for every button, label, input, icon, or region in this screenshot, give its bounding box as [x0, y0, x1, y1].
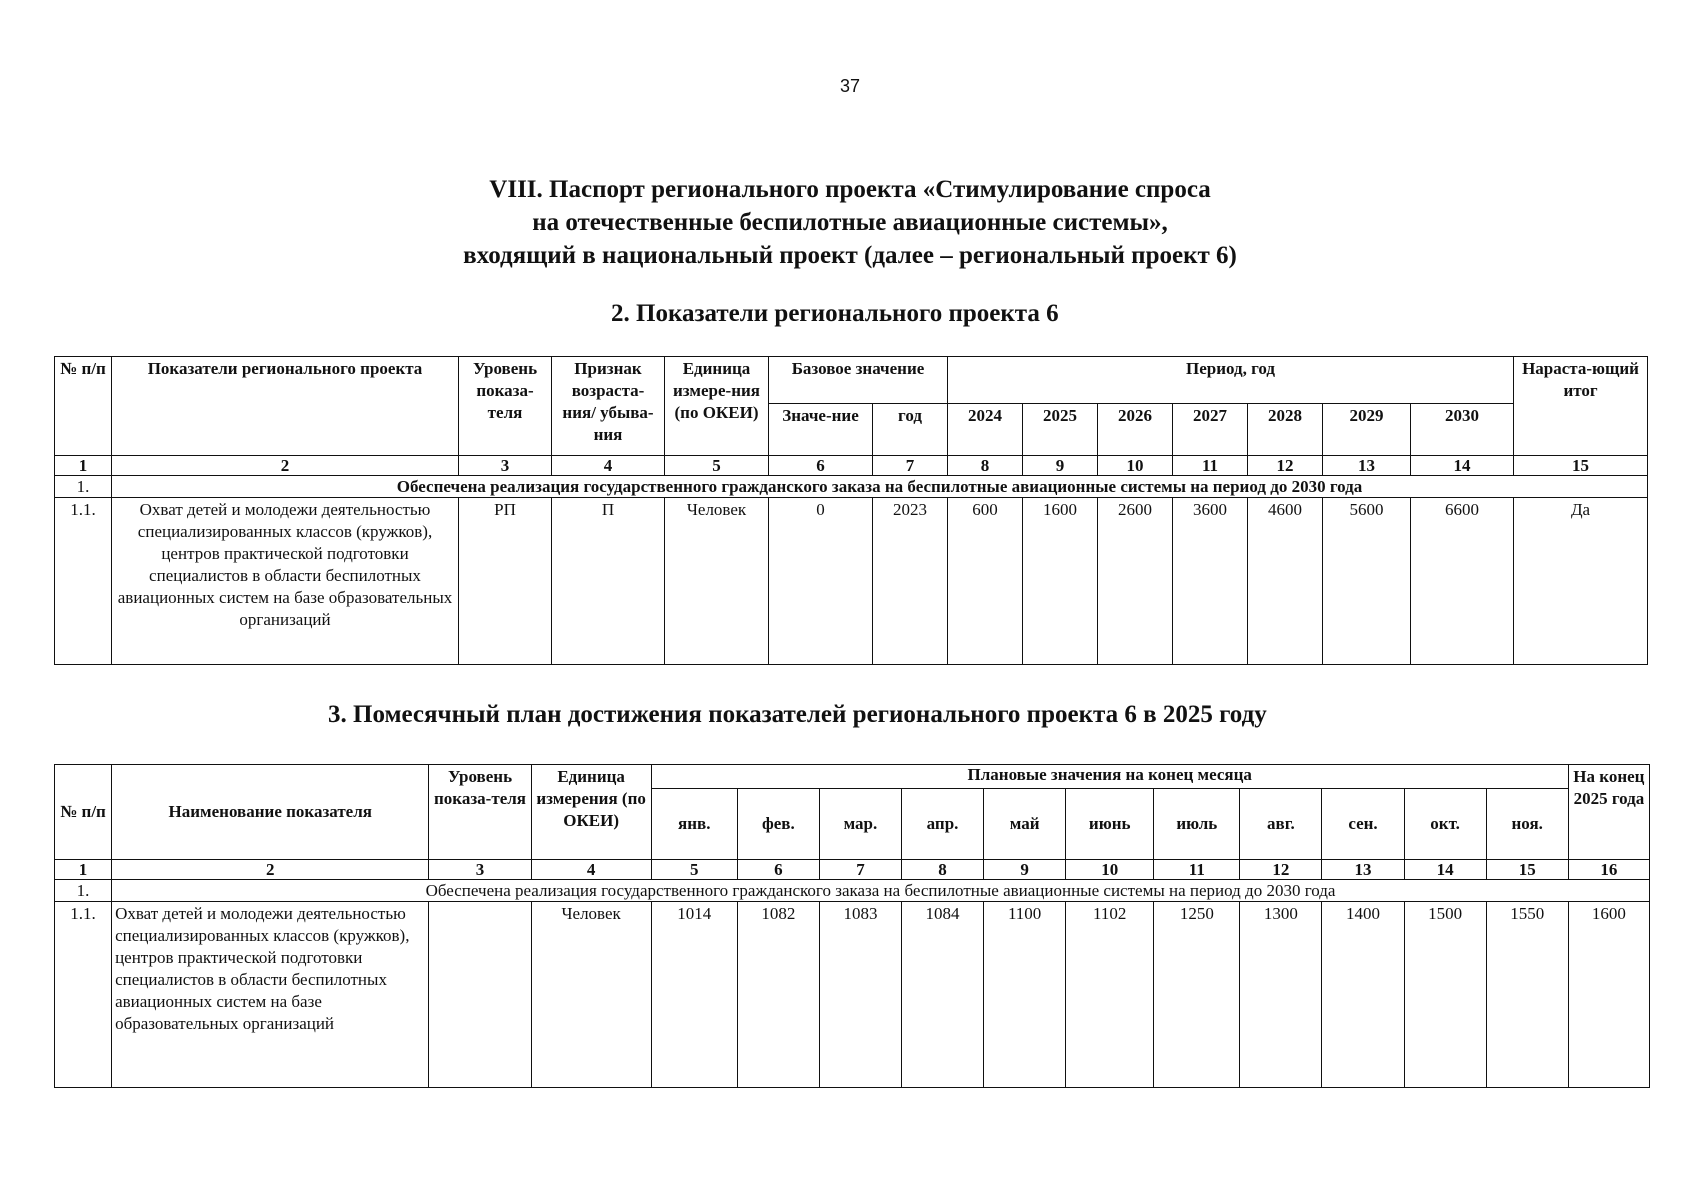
column-number: 11 — [1154, 860, 1240, 880]
column-number: 15 — [1486, 860, 1568, 880]
column-number: 2 — [112, 860, 429, 880]
column-number: 8 — [948, 456, 1023, 476]
row-cumulative: Да — [1514, 498, 1648, 665]
header-base-value: Значе-ние — [769, 404, 873, 456]
row-year-value: 5600 — [1323, 498, 1411, 665]
header-unit: Единица измере-ния (по ОКЕИ) — [665, 357, 769, 456]
column-number: 6 — [737, 860, 819, 880]
header-year: 2025 — [1023, 404, 1098, 456]
header-month: мар. — [819, 789, 901, 860]
row-year-value: 2600 — [1098, 498, 1173, 665]
title-line-3: входящий в национальный проект (далее – региональный проект 6) — [463, 242, 1237, 269]
column-number: 10 — [1066, 860, 1154, 880]
row-month-value: 1102 — [1066, 902, 1154, 1088]
row-level — [429, 902, 531, 1088]
header-month: апр. — [901, 789, 983, 860]
row-month-value: 1082 — [737, 902, 819, 1088]
row-year-value: 4600 — [1248, 498, 1323, 665]
header-year: 2024 — [948, 404, 1023, 456]
page-number: 37 — [839, 76, 861, 96]
column-number: 9 — [984, 860, 1066, 880]
row-month-value: 1500 — [1404, 902, 1486, 1088]
column-number: 4 — [531, 860, 651, 880]
row-year-value: 3600 — [1173, 498, 1248, 665]
header-month: июнь — [1066, 789, 1154, 860]
header-end: На конец 2025 года — [1568, 765, 1649, 860]
row-end-value: 1600 — [1568, 902, 1649, 1088]
header-period: Период, год — [948, 357, 1514, 404]
row-month-value: 1250 — [1154, 902, 1240, 1088]
header-year: 2029 — [1323, 404, 1411, 456]
header-name: Наименование показателя — [112, 765, 429, 860]
row-month-value: 1300 — [1240, 902, 1322, 1088]
column-number: 8 — [901, 860, 983, 880]
header-cumulative: Нараста-ющий итог — [1514, 357, 1648, 456]
header-level: Уровень показа-теля — [459, 357, 552, 456]
column-number: 5 — [665, 456, 769, 476]
row-month-value: 1014 — [651, 902, 737, 1088]
section-row-num: 1. — [55, 880, 112, 902]
column-number: 2 — [112, 456, 459, 476]
column-number: 10 — [1098, 456, 1173, 476]
column-number: 16 — [1568, 860, 1649, 880]
column-number: 14 — [1411, 456, 1514, 476]
header-sign: Признак возраста-ния/ убыва-ния — [552, 357, 665, 456]
column-number: 15 — [1514, 456, 1648, 476]
monthly-plan-table — [54, 764, 1650, 1088]
column-number: 12 — [1248, 456, 1323, 476]
table-row — [55, 498, 1648, 665]
header-month: янв. — [651, 789, 737, 860]
header-year: 2026 — [1098, 404, 1173, 456]
row-base-year: 2023 — [873, 498, 948, 665]
column-numbers-row — [55, 456, 1648, 476]
column-number: 13 — [1322, 860, 1404, 880]
column-number: 7 — [873, 456, 948, 476]
header-num: № п/п — [55, 765, 112, 860]
section-row-text: Обеспечена реализация государственного гражданского заказа на беспилотные авиационные системы на период до 2030 года — [112, 880, 1650, 902]
column-number: 13 — [1323, 456, 1411, 476]
row-indicator-name: Охват детей и молодежи деятельностью специализированных классов (кружков), центров практической подготовки специалистов в области беспилотных авиационных систем на базе образовательных организаций — [112, 498, 459, 665]
row-month-value: 1100 — [984, 902, 1066, 1088]
row-year-value: 1600 — [1023, 498, 1098, 665]
header-base: Базовое значение — [769, 357, 948, 404]
row-month-value: 1400 — [1322, 902, 1404, 1088]
row-base-value: 0 — [769, 498, 873, 665]
header-month: фев. — [737, 789, 819, 860]
header-month: сен. — [1322, 789, 1404, 860]
row-indicator-name: Охват детей и молодежи деятельностью специализированных классов (кружков), центров практической подготовки специалистов в области беспилотных авиационных систем на базе образовательных организаций — [112, 902, 429, 1088]
header-month: авг. — [1240, 789, 1322, 860]
column-number: 4 — [552, 456, 665, 476]
row-unit: Человек — [531, 902, 651, 1088]
header-month: ноя. — [1486, 789, 1568, 860]
section-row — [55, 476, 1648, 498]
row-month-value: 1550 — [1486, 902, 1568, 1088]
column-number: 1 — [55, 860, 112, 880]
row-year-value: 600 — [948, 498, 1023, 665]
header-indicator: Показатели регионального проекта — [112, 357, 459, 456]
column-number: 3 — [459, 456, 552, 476]
column-number: 11 — [1173, 456, 1248, 476]
row-unit: Человек — [665, 498, 769, 665]
row-sign: П — [552, 498, 665, 665]
row-num: 1.1. — [55, 498, 112, 665]
section-row — [55, 880, 1650, 902]
header-month: июль — [1154, 789, 1240, 860]
table-row — [55, 902, 1650, 1088]
column-number: 12 — [1240, 860, 1322, 880]
row-month-value: 1084 — [901, 902, 983, 1088]
header-month: май — [984, 789, 1066, 860]
section-3-title: 3. Помесячный план достижения показателей регионального проекта 6 в 2025 году — [328, 701, 1267, 728]
title-line-1: VIII. Паспорт регионального проекта «Стимулирование спроса — [489, 176, 1211, 203]
header-year: 2030 — [1411, 404, 1514, 456]
column-number: 14 — [1404, 860, 1486, 880]
column-number: 6 — [769, 456, 873, 476]
row-level: РП — [459, 498, 552, 665]
title-line-2: на отечественные беспилотные авиационные системы», — [532, 209, 1168, 236]
column-number: 1 — [55, 456, 112, 476]
header-year: 2028 — [1248, 404, 1323, 456]
row-num: 1.1. — [55, 902, 112, 1088]
column-number: 3 — [429, 860, 531, 880]
row-month-value: 1083 — [819, 902, 901, 1088]
column-number: 7 — [819, 860, 901, 880]
header-planned: Плановые значения на конец месяца — [651, 765, 1568, 789]
header-month: окт. — [1404, 789, 1486, 860]
document-title — [300, 173, 1400, 272]
section-row-num: 1. — [55, 476, 112, 498]
section-row-text: Обеспечена реализация государственного гражданского заказа на беспилотные авиационные системы на период до 2030 года — [112, 476, 1648, 498]
column-number: 9 — [1023, 456, 1098, 476]
header-num: № п/п — [55, 357, 112, 456]
header-base-year: год — [873, 404, 948, 456]
row-year-value: 6600 — [1411, 498, 1514, 665]
section-2-title: 2. Показатели регионального проекта 6 — [611, 300, 1059, 327]
column-number: 5 — [651, 860, 737, 880]
indicators-table — [54, 356, 1648, 665]
header-level: Уровень показа-теля — [429, 765, 531, 860]
column-numbers-row — [55, 860, 1650, 880]
header-year: 2027 — [1173, 404, 1248, 456]
header-unit: Единица измерения (по ОКЕИ) — [531, 765, 651, 860]
